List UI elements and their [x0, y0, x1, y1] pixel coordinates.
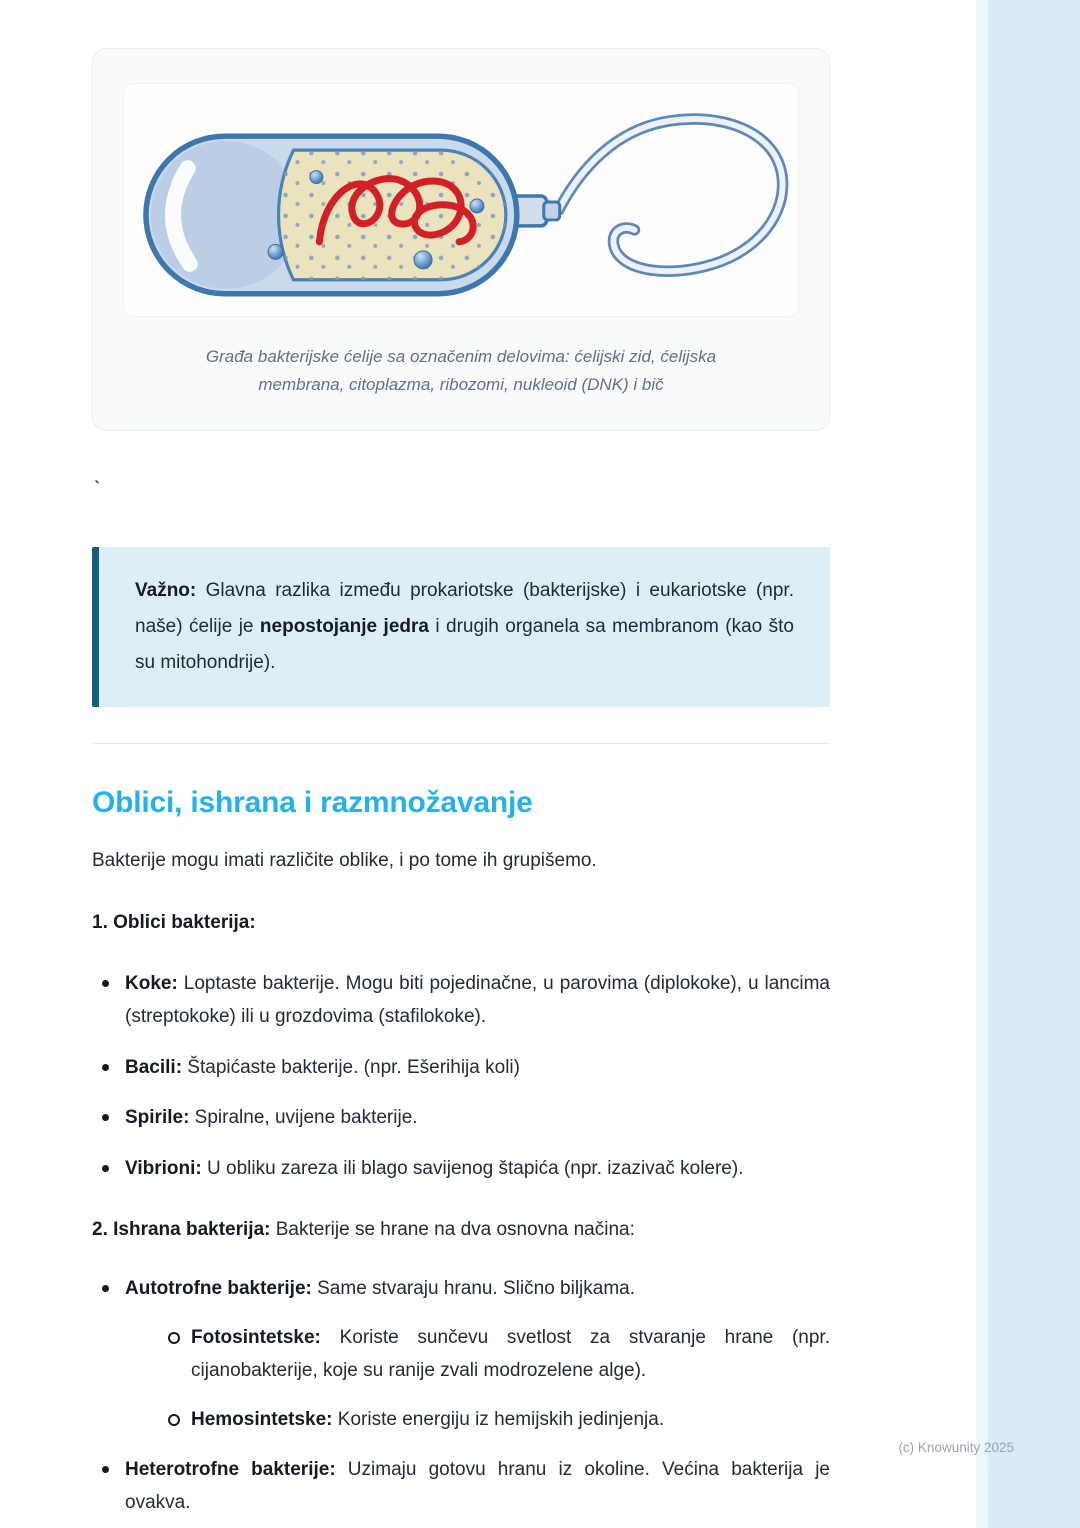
bullet-dot-icon [102, 980, 109, 987]
list-item [92, 1453, 830, 1520]
callout-text-part: i drugih organela sa membranom (kao što su mitohondrije). [135, 616, 794, 674]
callout-text [135, 573, 794, 681]
list-item [92, 967, 830, 1034]
part1-title-text: 1. Oblici bakterija: [92, 911, 256, 933]
bullet-circle-icon [168, 1332, 180, 1344]
shapes-list [92, 967, 830, 1185]
item-term: Hemosintetske: [191, 1408, 333, 1430]
item-text: Loptaste bakterije. Mogu biti pojedinačne, u parovima (diplokoke), u lancima (streptokoke) ili u grozdovima (stafilokoke). [125, 972, 830, 1028]
autotrophic-sub-list [158, 1321, 830, 1436]
bullet-dot-icon [102, 1466, 109, 1473]
sub-list-item [158, 1321, 830, 1388]
part1-title [92, 906, 830, 939]
item-term: Autotrofne bakterije: [125, 1278, 312, 1300]
item-term: Spirile: [125, 1107, 190, 1129]
copyright-watermark: (c) Knowunity 2025 [898, 1440, 1014, 1455]
flagellum [559, 119, 783, 271]
figure-caption: Građa bakterijske ćelije sa označenim delovima: ćelijski zid, ćelijska membrana, citoplazma, ribozomi, nukleoid (DNK) i bič [205, 347, 717, 394]
bullet-circle-icon [168, 1414, 180, 1426]
important-callout [92, 547, 830, 707]
document-content [92, 48, 830, 1528]
illustration-frame [123, 83, 799, 317]
section-heading: Oblici, ishrana i razmnožavanje [92, 786, 533, 820]
section-intro: Bakterije mogu imati različite oblike, i po tome ih grupišemo. [92, 850, 597, 872]
part2-title [92, 1213, 830, 1246]
list-item [92, 1152, 830, 1185]
item-text: Same stvaraju hranu. Slično biljkama. [311, 1278, 636, 1300]
item-text: Koriste energiju iz hemijskih jedinjenja. [332, 1408, 665, 1430]
list-item [92, 1272, 830, 1436]
sub-list-item [158, 1403, 830, 1436]
callout-bold-phrase: nepostojanje jedra [259, 616, 429, 638]
item-text: Spiralne, uvijene bakterije. [189, 1107, 418, 1129]
nutrition-list [92, 1272, 830, 1520]
item-term: Bacili: [125, 1056, 183, 1078]
item-text: Koriste sunčevu svetlost za stvaranje hrane (npr. cijanobakterije, koje su ranije zvali modrozelene alge). [191, 1326, 830, 1382]
item-text: Štapićaste bakterije. (npr. Ešerihija koli) [182, 1056, 520, 1078]
list-item [92, 1051, 830, 1084]
callout-bold-label: Važno: [135, 580, 197, 602]
item-term: Vibrioni: [125, 1157, 202, 1179]
callout-text-part: Glavna razlika između prokariotske (bakterijske) i eukariotske (npr. naše) ćelije je [135, 580, 794, 638]
item-term: Koke: [125, 972, 178, 994]
part2-intro-text: Bakterije se hrane na dva osnovna načina: [270, 1219, 635, 1241]
bacteria-cell-illustration [124, 84, 798, 316]
item-text: Uzimaju gotovu hranu iz okoline. Većina bakterija je ovakva. [125, 1459, 830, 1514]
bullet-dot-icon [102, 1165, 109, 1172]
item-term: Heterotrofne bakterije: [125, 1459, 336, 1481]
right-margin-stripe [976, 0, 1080, 1528]
list-item [92, 1101, 830, 1134]
bullet-dot-icon [102, 1064, 109, 1071]
bullet-dot-icon [102, 1285, 109, 1292]
section-divider [92, 743, 830, 744]
part2-title-text: 2. Ishrana bakterija: [92, 1219, 271, 1241]
figure-card [92, 48, 830, 431]
item-text: U obliku zareza ili blago savijenog štapića (npr. izazivač kolere). [201, 1157, 744, 1179]
stray-character: ` [94, 479, 101, 501]
bullet-dot-icon [102, 1114, 109, 1121]
item-term: Fotosintetske: [191, 1326, 321, 1348]
